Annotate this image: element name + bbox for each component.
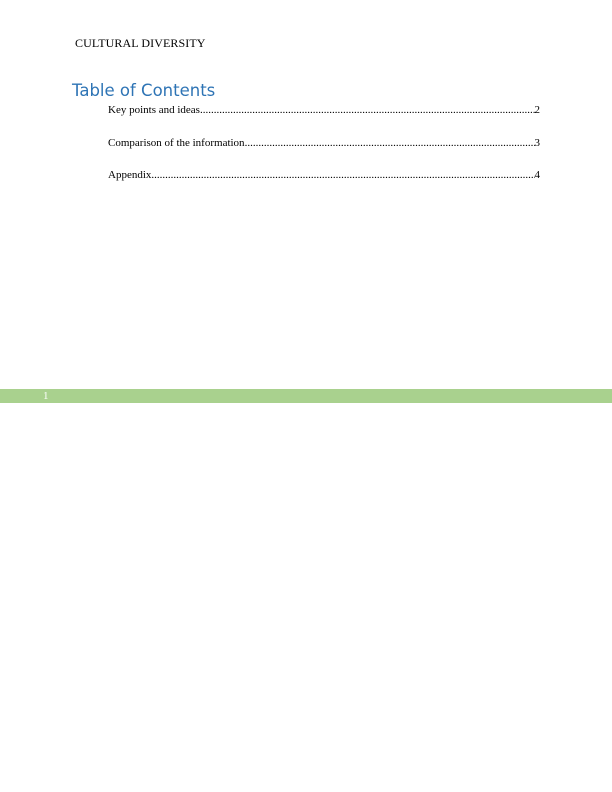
toc-dot-leader	[151, 169, 534, 181]
toc-entry-label: Comparison of the information	[108, 136, 245, 149]
toc-entry-key-points[interactable]	[108, 104, 540, 120]
toc-list	[108, 104, 540, 202]
toc-entry-appendix[interactable]	[108, 169, 540, 185]
running-head: CULTURAL DIVERSITY	[75, 36, 206, 50]
toc-entry-page: 3	[534, 136, 540, 149]
toc-entry-page: 4	[534, 169, 540, 181]
toc-dot-leader	[200, 104, 535, 116]
toc-entry-label: Appendix	[108, 169, 152, 181]
toc-entry-label: Key points and ideas	[108, 104, 200, 116]
toc-entry-page: 2	[534, 104, 540, 116]
toc-heading: Table of Contents	[72, 81, 216, 100]
footer-page-number: 1	[43, 390, 49, 402]
toc-dot-leader	[245, 137, 535, 149]
footer-band	[0, 389, 612, 403]
toc-entry-comparison[interactable]	[108, 137, 540, 153]
